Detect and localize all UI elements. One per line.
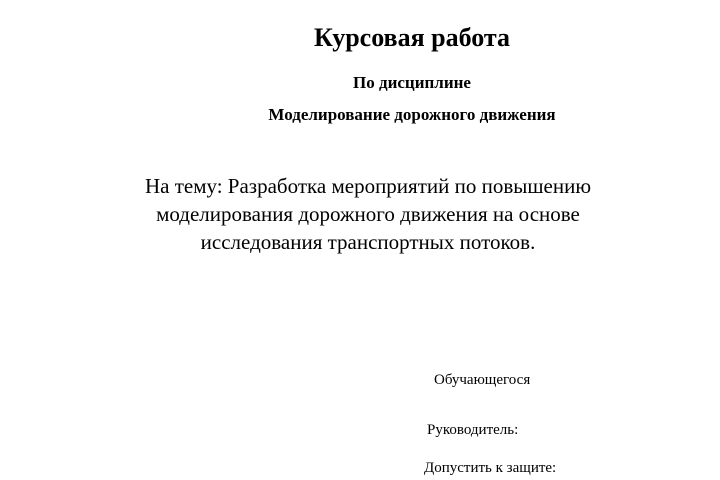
document-title: Курсовая работа <box>313 23 511 52</box>
topic-line: моделирования дорожного движения на основе <box>156 202 580 226</box>
supervisor-field-label: Руководитель: <box>427 422 519 438</box>
student-field-label: Обучающегося <box>434 372 531 388</box>
topic-line: На тему: Разработка мероприятий по повышению <box>144 174 592 198</box>
topic-line: исследования транспортных потоков. <box>200 230 536 254</box>
topic-block <box>0 172 720 256</box>
admit-to-defense-label: Допустить к защите: <box>424 460 557 476</box>
discipline-name: Моделирование дорожного движения <box>268 105 556 124</box>
discipline-label: По дисциплине <box>353 73 471 92</box>
